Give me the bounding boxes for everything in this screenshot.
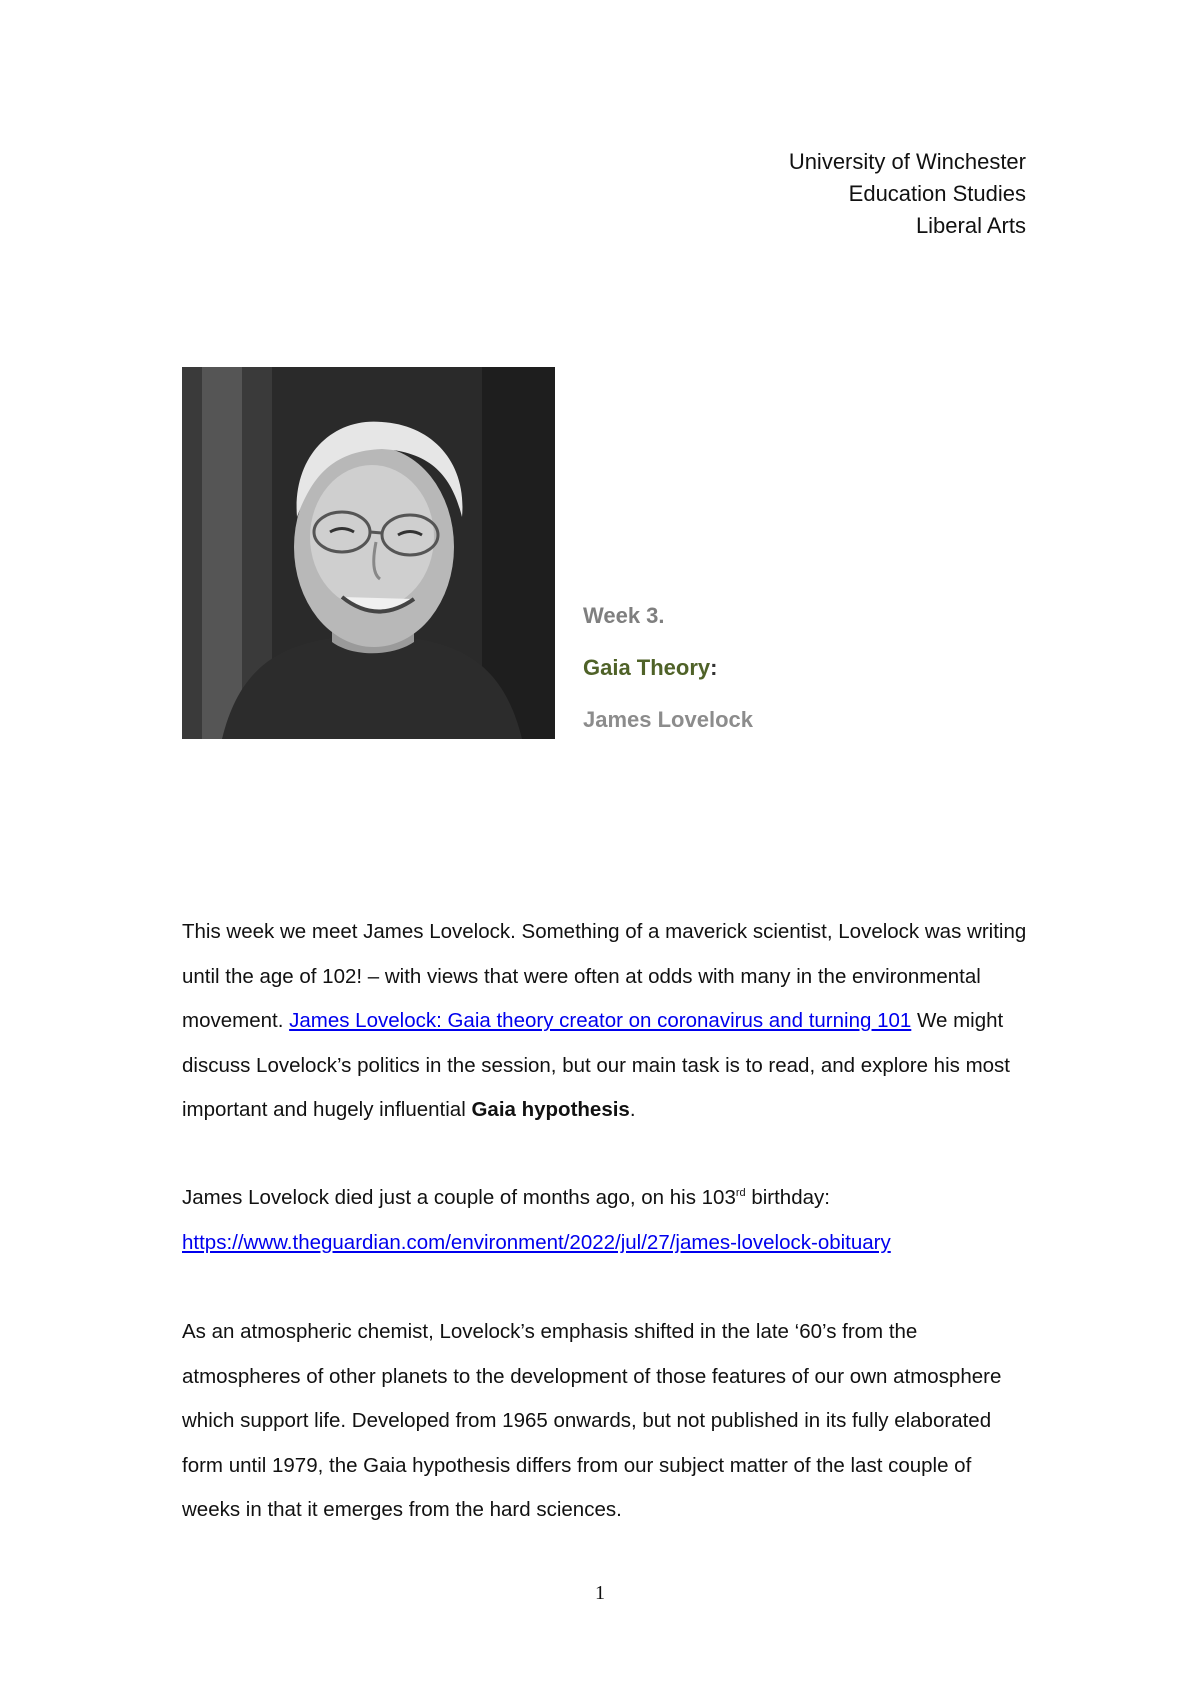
intro-text-a: This week we meet James Lovelock. Something of a maverick scientist, Lovelock was writing until the age of 102! – with views that were often at odds with many in the environmental movement. bbox=[182, 920, 1027, 1032]
portrait-photo bbox=[182, 367, 555, 739]
author-name: James Lovelock bbox=[583, 707, 753, 732]
obituary-text-a: James Lovelock died just a couple of months ago, on his 103 bbox=[182, 1186, 736, 1209]
week-title-block bbox=[583, 590, 753, 746]
obituary-text-b: birthday: bbox=[745, 1186, 830, 1209]
gaia-hypothesis-bold: Gaia hypothesis bbox=[471, 1098, 630, 1121]
page-number: 1 bbox=[595, 1582, 605, 1604]
topic-title-text: Gaia Theory bbox=[583, 655, 711, 680]
guardian-interview-link[interactable]: James Lovelock: Gaia theory creator on coronavirus and turning 101 bbox=[289, 1009, 912, 1032]
institution-name: University of Winchester bbox=[788, 149, 1026, 174]
background-paragraph: As an atmospheric chemist, Lovelock’s emphasis shifted in the late ‘60’s from the atmospheres of other planets to the development of those features of our own atmosphere which support life. Developed from 1965 onwards, but not published in its fully elaborated form until 1979, the Gaia hypothesis differs from our subject matter of the last couple of weeks in that it emerges from the hard sciences. bbox=[182, 1320, 1002, 1521]
portrait-illustration bbox=[182, 367, 555, 739]
ordinal-suffix: rd bbox=[735, 1187, 746, 1200]
topic-title-colon: : bbox=[710, 655, 718, 680]
intro-text-c: . bbox=[629, 1098, 636, 1121]
department-name: Education Studies bbox=[848, 181, 1026, 206]
week-label: Week 3. bbox=[583, 603, 665, 628]
intro-paragraph bbox=[182, 910, 1032, 1133]
topic-title bbox=[583, 642, 753, 694]
obituary-link[interactable]: https://www.theguardian.com/environment/2022/jul/27/james-lovelock-obituary bbox=[182, 1230, 891, 1254]
institution-header bbox=[789, 146, 1026, 242]
intro-text-b: We might discuss Lovelock’s politics in the session, but our main task is to read, and explore his most important and hugely influential bbox=[182, 1009, 1010, 1121]
obituary-paragraph bbox=[182, 1176, 1032, 1265]
programme-name: Liberal Arts bbox=[915, 213, 1026, 238]
